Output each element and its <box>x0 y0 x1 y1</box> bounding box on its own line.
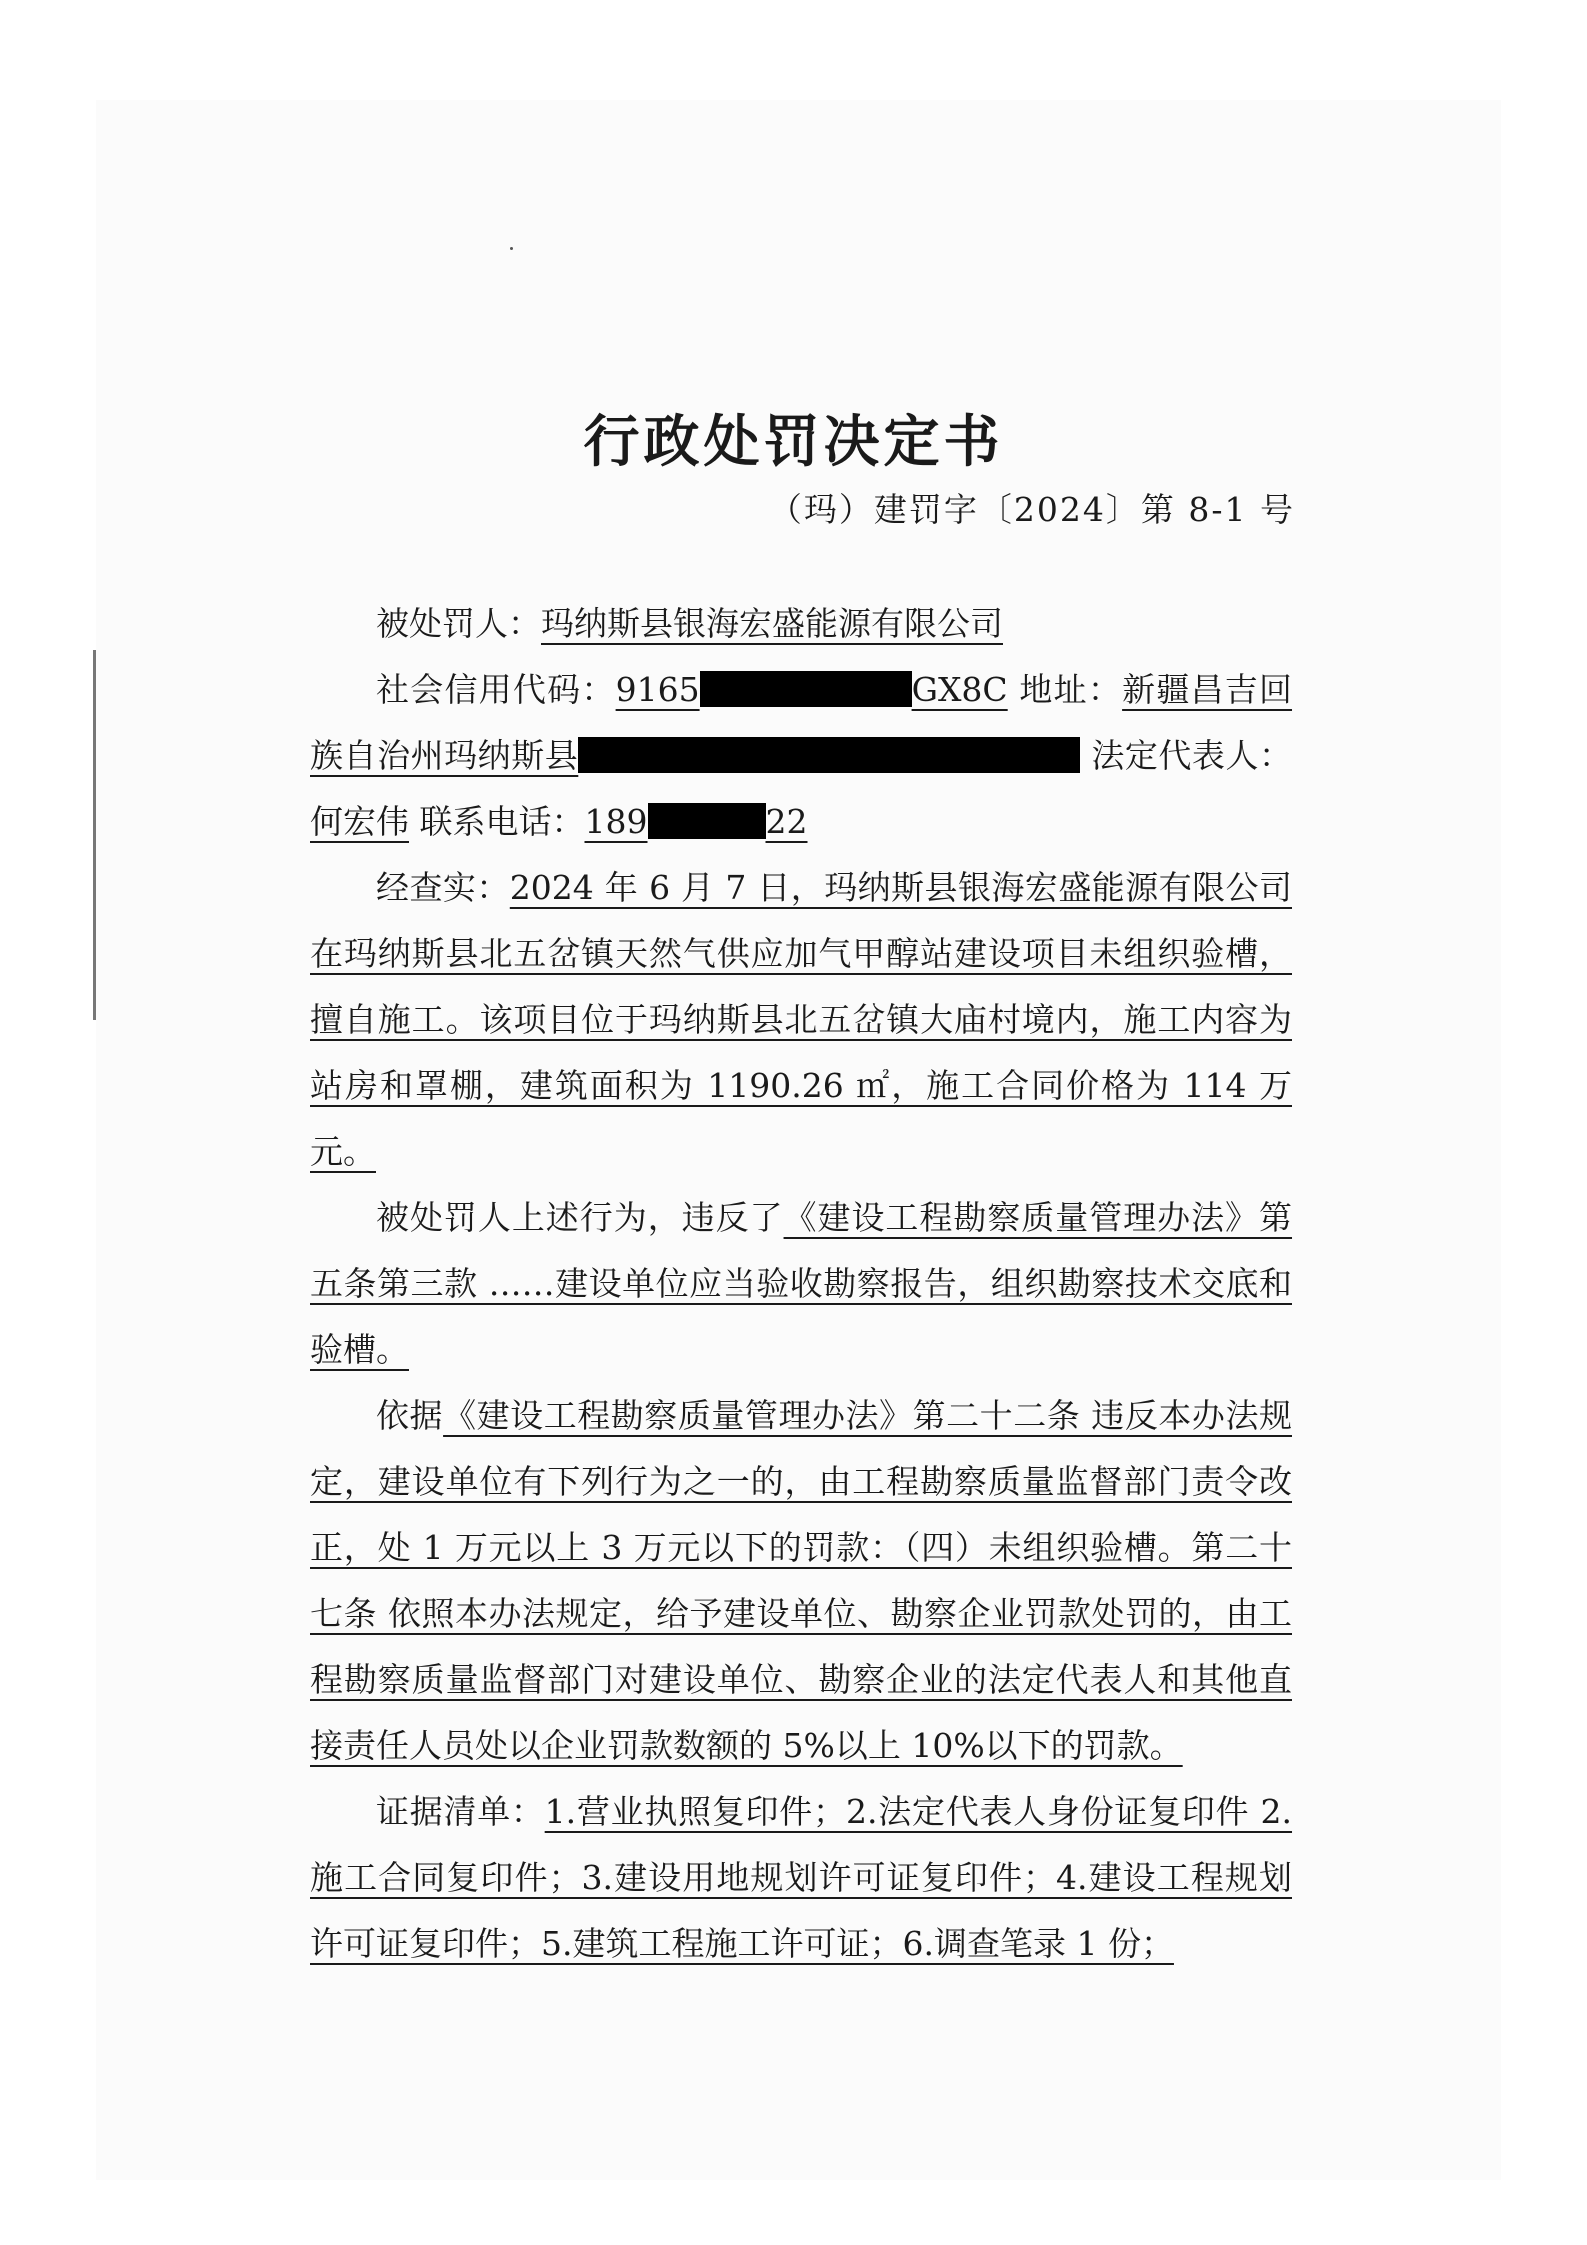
phone <box>585 802 808 841</box>
evidence-paragraph <box>310 1779 1292 1977</box>
document-body <box>310 591 1292 1977</box>
party-name-label: 被处罚人： <box>376 604 541 643</box>
scan-speck <box>510 247 513 250</box>
credit-code <box>616 670 1008 709</box>
document-number: （玛）建罚字〔2024〕第 8-1 号 <box>768 490 1295 529</box>
phone-label: 联系电话： <box>409 802 585 841</box>
findings-text: 2024 年 6 月 7 日，玛纳斯县银海宏盛能源有限公司在玛纳斯县北五岔镇天然气供应加气甲醇站建设项目未组织验槽，擅自施工。该项目位于玛纳斯县北五岔镇大庙村境内，施工内容为站房和罩棚，建筑面积为 1190.26 ㎡，施工合同价格为 114 万元。 <box>310 868 1292 1171</box>
violation-prefix: 被处罚人上述行为，违反了 <box>376 1198 784 1237</box>
violation-paragraph <box>310 1185 1292 1383</box>
document-title: 行政处罚决定书 <box>583 409 1004 475</box>
address-label: 地址： <box>1007 670 1123 709</box>
evidence-text: 1.营业执照复印件；2.法定代表人身份证复印件 2.施工合同复印件；3.建设用地规划许可证复印件；4.建设工程规划许可证复印件；5.建筑工程施工许可证；6.调查笔录 1 份； <box>310 1792 1293 1963</box>
legal-rep-label: 法定代表人： <box>1080 736 1293 775</box>
legal-rep-name: 何宏伟 <box>310 802 409 841</box>
phone-redaction <box>648 803 766 839</box>
party-name-paragraph <box>310 591 1292 657</box>
violation-text: 《建设工程勘察质量管理办法》第五条第三款 ……建设单位应当验收勘察报告，组织勘察技术交底和验槽。 <box>310 1198 1293 1369</box>
findings-label: 经查实： <box>376 868 510 907</box>
credit-code-prefix: 9165 <box>615 670 700 709</box>
binding-mark <box>93 650 96 1020</box>
evidence-label: 证据清单： <box>376 1792 545 1831</box>
credit-code-label: 社会信用代码： <box>376 670 616 709</box>
credit-code-suffix: GX8C <box>911 670 1008 709</box>
basis-paragraph <box>310 1383 1292 1779</box>
phone-suffix: 22 <box>765 802 808 841</box>
address-redaction <box>578 737 1080 773</box>
phone-prefix: 189 <box>584 802 648 841</box>
address-text: 新疆昌吉回族自治州玛纳斯县 <box>310 670 1293 775</box>
party-name: 玛纳斯县银海宏盛能源有限公司 <box>541 604 1003 643</box>
basis-text: 《建设工程勘察质量管理办法》第二十二条 违反本办法规定，建设单位有下列行为之一的，由工程勘察质量监督部门责令改正，处 1 万元以上 3 万元以下的罚款：（四）未组织验槽。第二十七条 依照本办法规定，给予建设单位、勘察企业罚款处罚的，由工程勘察质量监督部门对建设单位、勘察企业的法定代表人和其他直接责任人员处以企业罚款数额的 5%以上 10%以下的罚款。 <box>310 1396 1292 1765</box>
findings-paragraph <box>310 855 1292 1185</box>
basis-prefix: 依据 <box>376 1396 444 1435</box>
credit-code-redaction <box>700 671 912 707</box>
party-info-paragraph <box>310 657 1292 855</box>
